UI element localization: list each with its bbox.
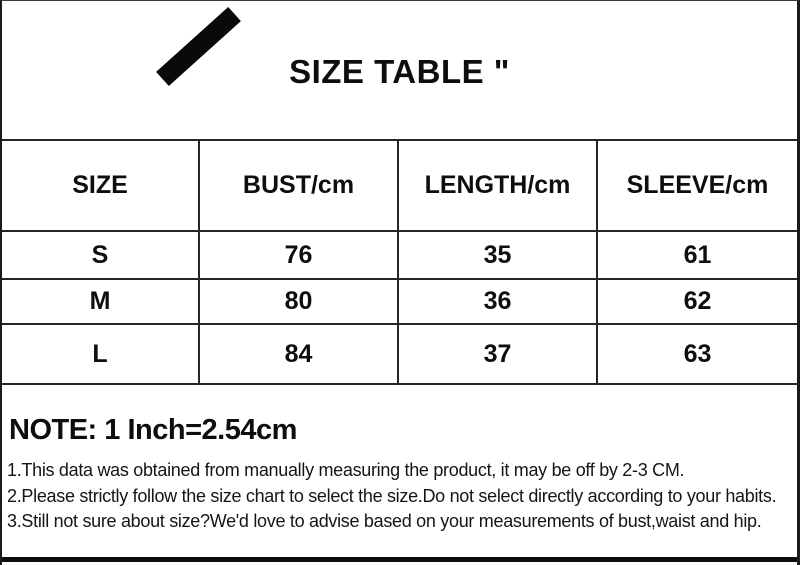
sleeve-cell: 63 (597, 324, 797, 384)
note-item-1: 1.This data was obtained from manually measuring the product, it may be off by 2-3 CM. (7, 460, 685, 480)
size-cell: M (2, 279, 199, 324)
length-cell: 37 (398, 324, 597, 384)
bust-cell: 84 (199, 324, 398, 384)
column-header-size: SIZE (2, 140, 199, 231)
column-header-length: LENGTH/cm (398, 140, 597, 231)
notes-list (7, 458, 797, 535)
note-item-2: 2.Please strictly follow the size chart to select the size.Do not select directly according to your habits. (7, 485, 777, 506)
column-header-sleeve: SLEEVE/cm (597, 140, 797, 231)
page-title: SIZE TABLE " (289, 53, 510, 90)
bust-cell: 80 (199, 279, 398, 324)
bottom-frame-bar (2, 557, 797, 562)
note-item-3: 3.Still not sure about size?We'd love to advise based on your measurements of bust,waist and hip. (7, 511, 762, 531)
size-table (2, 139, 797, 385)
sleeve-cell: 62 (597, 279, 797, 324)
note-heading: NOTE: 1 Inch=2.54cm (9, 414, 297, 446)
table-row (2, 231, 797, 279)
size-cell: S (2, 231, 199, 279)
column-header-bust: BUST/cm (199, 140, 398, 231)
sleeve-cell: 61 (597, 231, 797, 279)
table-header-row (2, 140, 797, 231)
table-row (2, 324, 797, 384)
table-row (2, 279, 797, 324)
size-cell: L (2, 324, 199, 384)
length-cell: 36 (398, 279, 597, 324)
bust-cell: 76 (199, 231, 398, 279)
length-cell: 35 (398, 231, 597, 279)
